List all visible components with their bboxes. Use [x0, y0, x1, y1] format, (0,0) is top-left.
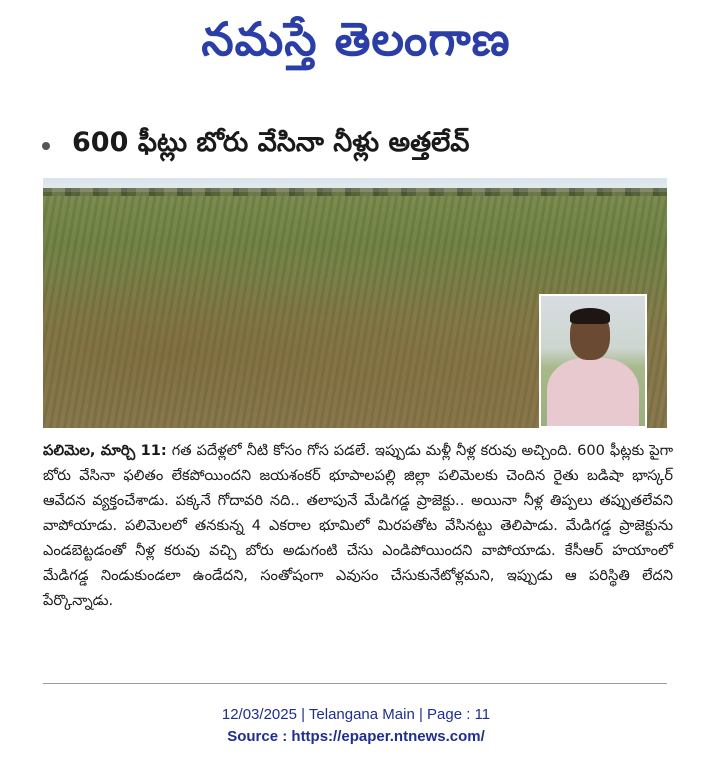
- headline-text: 600 ఫీట్లు బోరు వేసినా నీళ్లు అత్తలేవ్: [72, 127, 470, 158]
- photo-treeline: [43, 188, 667, 196]
- divider: [43, 683, 667, 684]
- article-text: గత పదేళ్లలో నీటి కోసం గోస పడలే. ఇప్పుడు మళ్లీ నీళ్ల కరువు అచ్చింది. 600 ఫీట్లకు పైగా బోరు వేసినా ఫలితం లేకపోయిందని జయశంకర్ భూపాలపల్లి జిల్లా పలిమెలకు చెందిన రైతు బడిషా భాస్కర్ ఆవేదన వ్యక్తంచేశాడు. పక్కనే గోదావరి నది.. తలాపునే మేడిగడ్డ ప్రాజెక్టు.. అయినా నీళ్ల తిప్పలు తప్పుతలేవని వాపోయాడు. పలిమెలలో తనకున్న 4 ఎకరాల భూమిలో మిరపతోట వేసినట్టు తెలిపాడు. మేడిగడ్డ ప్రాజెక్టును ఎండబెట్టడంతో నీళ్ల కరువు వచ్చి బోరు అడుగంటి చేసు ఎండిపోయిందని వాపోయాడు. కేసీఆర్ హయాంలో మేడిగడ్డ నిండుకుండలా ఉండేదని, సంతోషంగా ఎవుసం చేసుకునేటోళ్లమని, ఇప్పుడు ఆ పరిస్థితి లేదని పేర్కొన్నాడు.: [43, 442, 674, 609]
- headline: [42, 124, 682, 168]
- newspaper-logo: నమస్తే తెలంగాణ: [201, 12, 511, 66]
- source-link[interactable]: Source : https://epaper.ntnews.com/: [227, 728, 485, 745]
- portrait-body: [547, 358, 639, 428]
- masthead: [0, 6, 712, 72]
- bullet-icon: [42, 142, 50, 150]
- portrait-hair: [570, 308, 610, 324]
- farmer-portrait: [539, 294, 647, 428]
- article-body: [43, 438, 673, 613]
- edition-info: 12/03/2025 | Telangana Main | Page : 11: [221, 706, 491, 723]
- article-dateline: పలిమెల, మార్చి 11:: [43, 442, 167, 459]
